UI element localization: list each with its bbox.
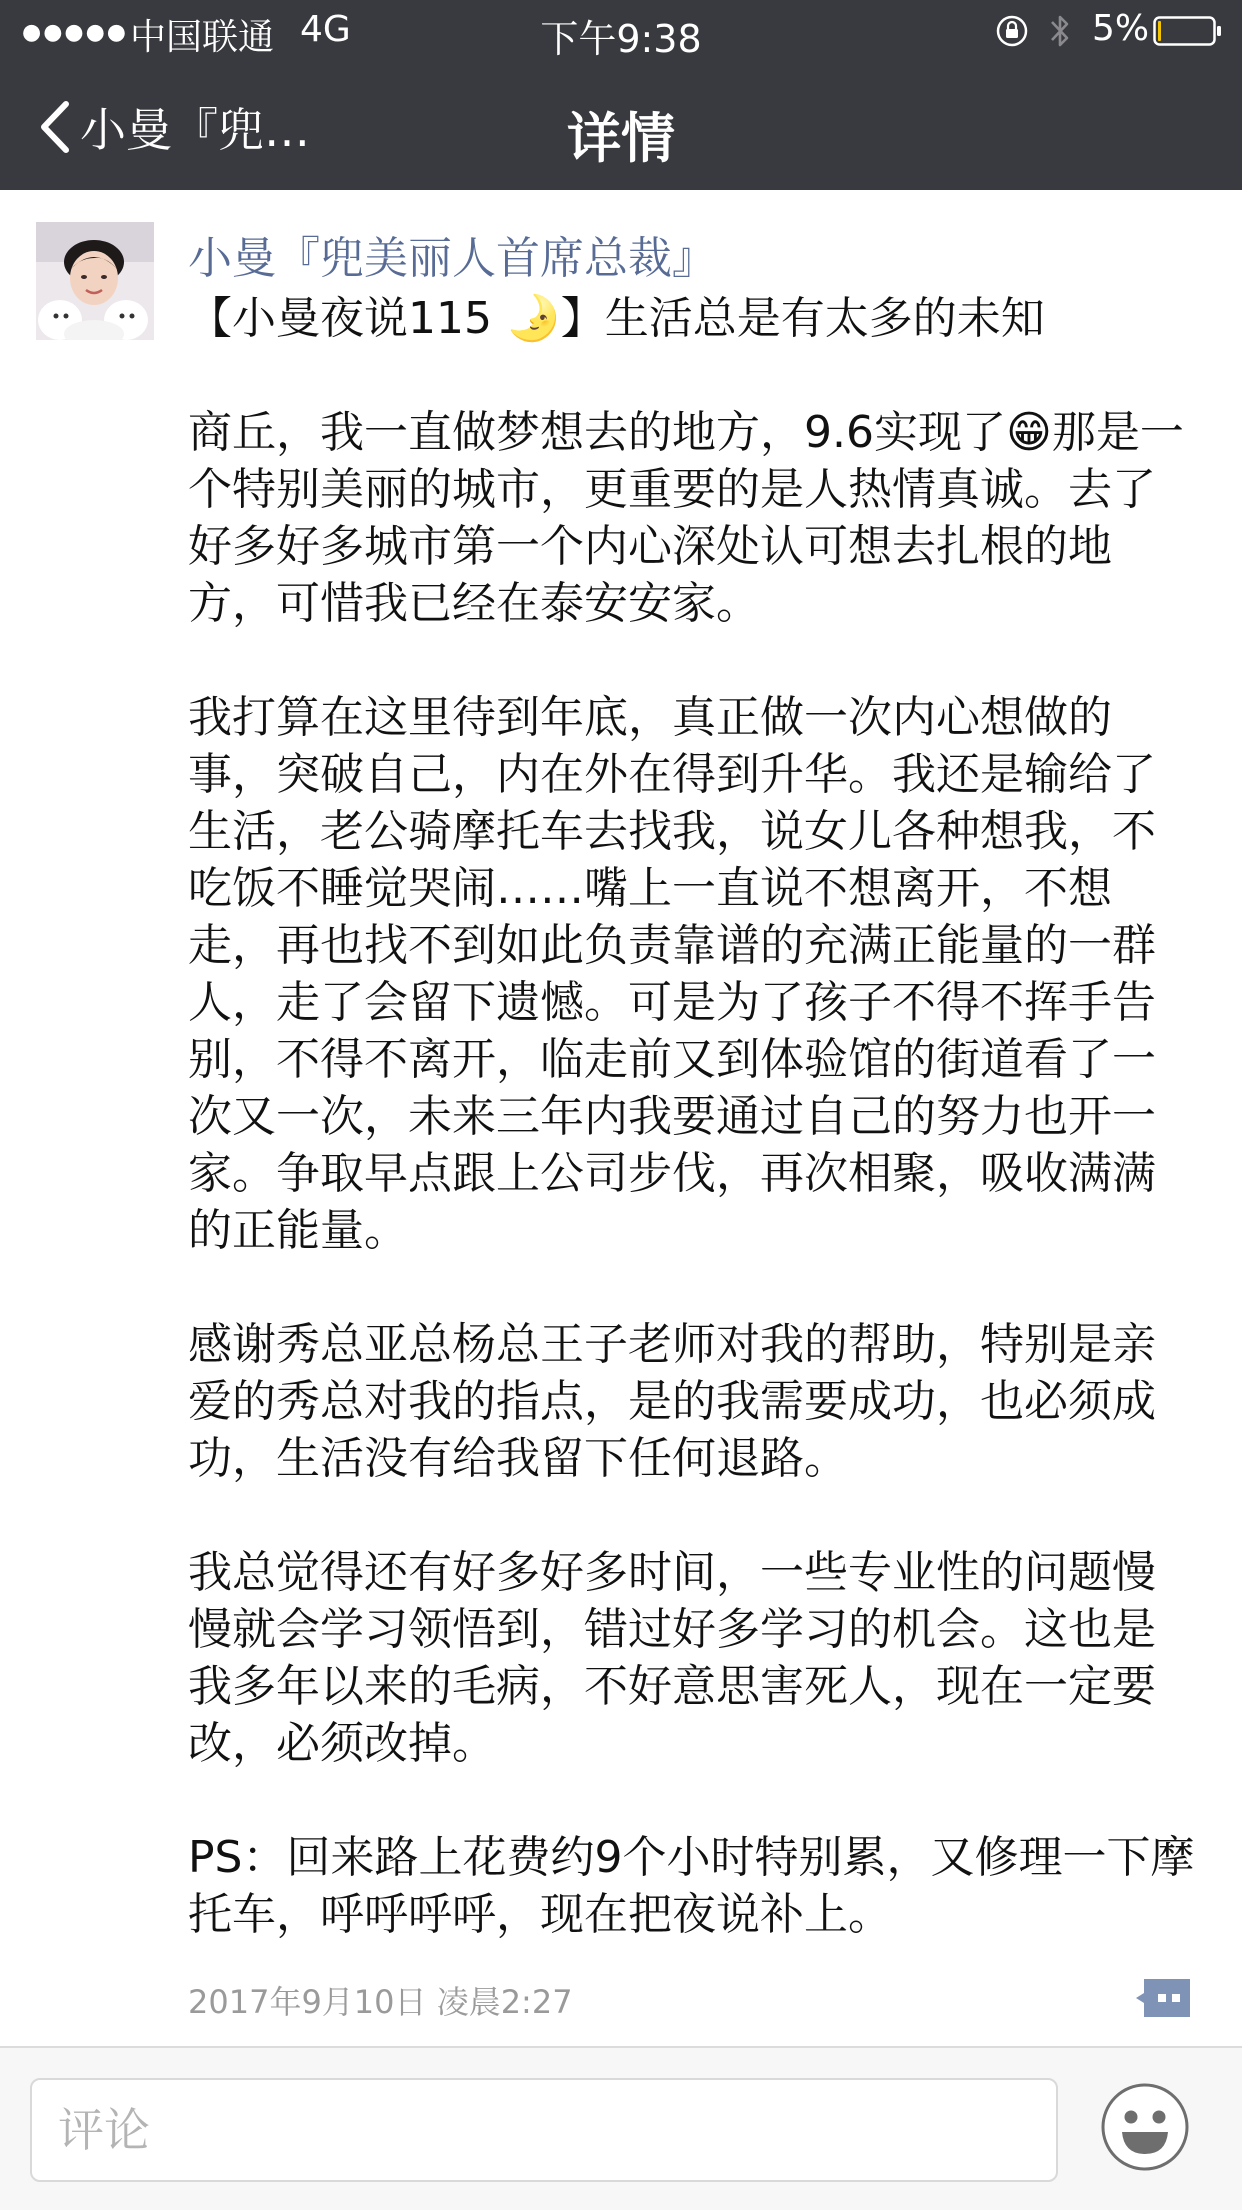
post-content bbox=[188, 290, 1198, 2000]
status-time: 下午9:38 bbox=[540, 17, 702, 61]
battery-percent: 5% bbox=[1092, 8, 1150, 49]
post-paragraph: 商丘，我一直做梦想去的地方，9.6实现了😁那是一个特别美丽的城市，更重要的是人热情真诚。去了好多好多城市第一个内心深处认可想去扎根的地方，可惜我已经在泰安安家。 bbox=[188, 407, 1184, 629]
back-label: 小曼『兜… bbox=[80, 103, 310, 157]
status-bar bbox=[0, 0, 1242, 62]
avatar[interactable] bbox=[36, 222, 154, 340]
carrier-name: 中国联通 bbox=[130, 17, 275, 58]
battery-icon bbox=[1153, 16, 1223, 46]
rotation-lock-icon bbox=[995, 14, 1029, 48]
post-paragraph: PS：回来路上花费约9个小时特别累，又修理一下摩托车，呼呼呼呼，现在把夜说补上。 bbox=[188, 1832, 1195, 1940]
page-title: 详情 bbox=[567, 107, 675, 170]
signal-strength: ●●●●● bbox=[22, 20, 128, 45]
smiley-icon[interactable] bbox=[1100, 2082, 1190, 2172]
author-name-link[interactable]: 小曼『兜美丽人首席总裁』 bbox=[188, 233, 716, 284]
avatar-image bbox=[36, 222, 154, 340]
post-paragraph: 我总觉得还有好多好多时间，一些专业性的问题慢慢就会学习领悟到，错过好多学习的机会。这也是我多年以来的毛病，不好意思害死人，现在一定要改，必须改掉。 bbox=[188, 1547, 1156, 1769]
comment-bar bbox=[0, 2046, 1242, 2210]
comment-bubble-icon[interactable] bbox=[1134, 1977, 1192, 2019]
navigation-bar bbox=[0, 62, 1242, 190]
post-paragraph: 感谢秀总亚总杨总王子老师对我的帮助，特别是亲爱的秀总对我的指点，是的我需要成功，也必须成功，生活没有给我留下任何退路。 bbox=[188, 1319, 1156, 1484]
top-header bbox=[0, 0, 1242, 190]
post-paragraph: 我打算在这里待到年底，真正做一次内心想做的事，突破自己，内在外在得到升华。我还是输给了生活，老公骑摩托车去找我，说女儿各种想我，不吃饭不睡觉哭闹……嘴上一直说不想离开，不想走，再也找不到如此负责靠谱的充满正能量的一群人，走了会留下遗憾。可是为了孩子不得不挥手告别，不得不离开，临走前又到体验馆的街道看了一次又一次，未来三年内我要通过自己的努力也开一家。争取早点跟上公司步伐，再次相聚，吸收满满的正能量。 bbox=[188, 692, 1156, 1256]
network-type: 4G bbox=[300, 9, 351, 50]
post-paragraph: 【小曼夜说115 🌛】生活总是有太多的未知 bbox=[188, 293, 1045, 344]
post-timestamp: 2017年9月10日 凌晨2:27 bbox=[188, 1983, 573, 2021]
comment-input[interactable] bbox=[30, 2078, 1058, 2182]
bluetooth-icon bbox=[1047, 12, 1073, 50]
